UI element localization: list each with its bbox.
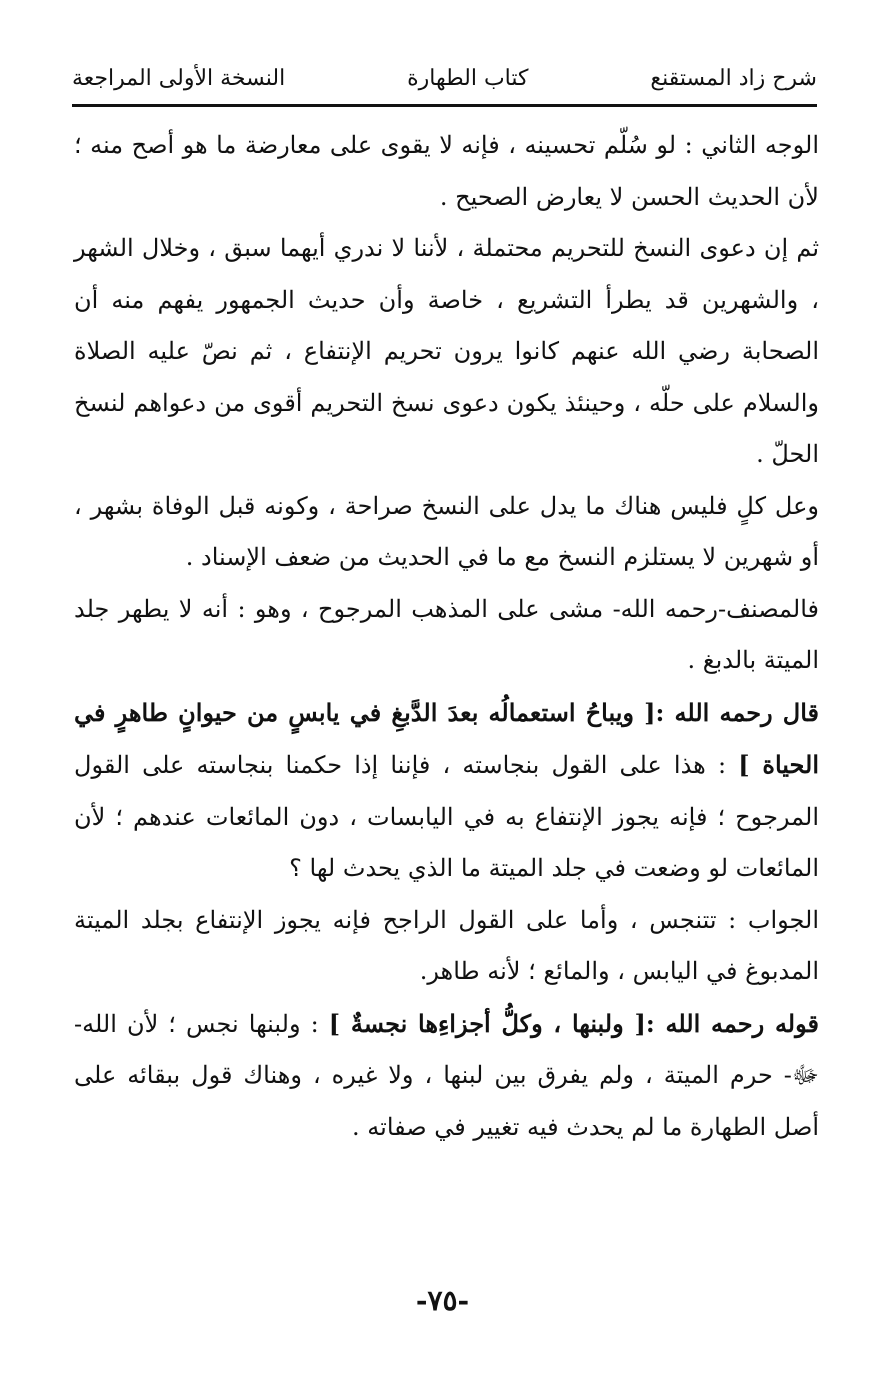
paragraph-text: : هذا على القول بنجاسته ، فإننا إذا حكمنا بنجاسته على القول المرجوح ؛ فإنه يجوز الإنتفاع به في اليابسات ، دون المائعات عندهم ؛ لأن المائعات لو وضعت في جلد الميتة ما الذي يحدث لها ؟ [74,751,819,882]
paragraph-1 [74,120,819,223]
paragraph-6 [74,895,819,998]
paragraph-text: الوجه الثاني : لو سُلّم تحسينه ، فإنه لا يقوى على معارضة ما هو أصح منه ؛ لأن الحديث الحسن لا يعارض الصحيح . [74,131,819,211]
page-number: -٧٥- [415,1284,470,1317]
header-edition-note: النسخة الأولى المراجعة [72,65,286,91]
paragraph-2 [74,223,819,481]
paragraph-text: وعل كلٍ فليس هناك ما يدل على النسخ صراحة ، وكونه قبل الوفاة بشهر ، أو شهرين لا يستلزم النسخ مع ما في الحديث من ضعف الإسناد . [74,491,819,571]
page-body [74,120,819,1153]
header-chapter-title: كتاب الطهارة [407,65,529,91]
paragraph-7 [74,998,819,1154]
matn-quote: قوله رحمه الله :[ ولبنها ، وكلُّ أجزاءِها نجسةٌ ] [328,1008,819,1038]
paragraph-text: ثم إن دعوى النسخ للتحريم محتملة ، لأننا لا ندري أيهما سبق ، وخلال الشهر ، والشهرين قد يطرأ التشريع ، خاصة وأن حديث الجمهور يفهم منه أن الصحابة رضي الله عنهم كانوا يرون تحريم الإنتفاع ، ثم نصّ عليه الصلاة والسلام على حلّه ، وحينئذ يكون دعوى نسخ التحريم أقوى من دعواهم لنسخ الحلّ . [74,234,819,468]
paragraph-text: الجواب : تتنجس ، وأما على القول الراجح فإنه يجوز الإنتفاع بجلد الميتة المدبوغ في اليابس ، والمائع ؛ لأنه طاهر. [74,905,819,985]
paragraph-text: : ولبنها نجس ؛ لأن الله- ﷻ- حرم الميتة ، ولم يفرق بين لبنها ، ولا غيره ، وهناك قول ببقائه على أصل الطهارة ما لم يحدث فيه تغيير في صفاته . [74,1009,819,1141]
paragraph-text: فالمصنف-رحمه الله- مشى على المذهب المرجوح ، وهو : أنه لا يطهر جلد الميتة بالدبغ . [74,594,819,674]
matn-quote: قال رحمه الله :[ ويباحُ استعمالُه بعدَ الدَّبغِ في يابسٍ من حيوانٍ طاهرٍ في الحياة ] [74,697,819,779]
paragraph-4 [74,584,819,687]
running-header [72,58,817,98]
paragraph-3 [74,481,819,584]
paragraph-5 [74,687,819,895]
header-divider [72,104,817,107]
header-book-title: شرح زاد المستقنع [650,65,817,91]
